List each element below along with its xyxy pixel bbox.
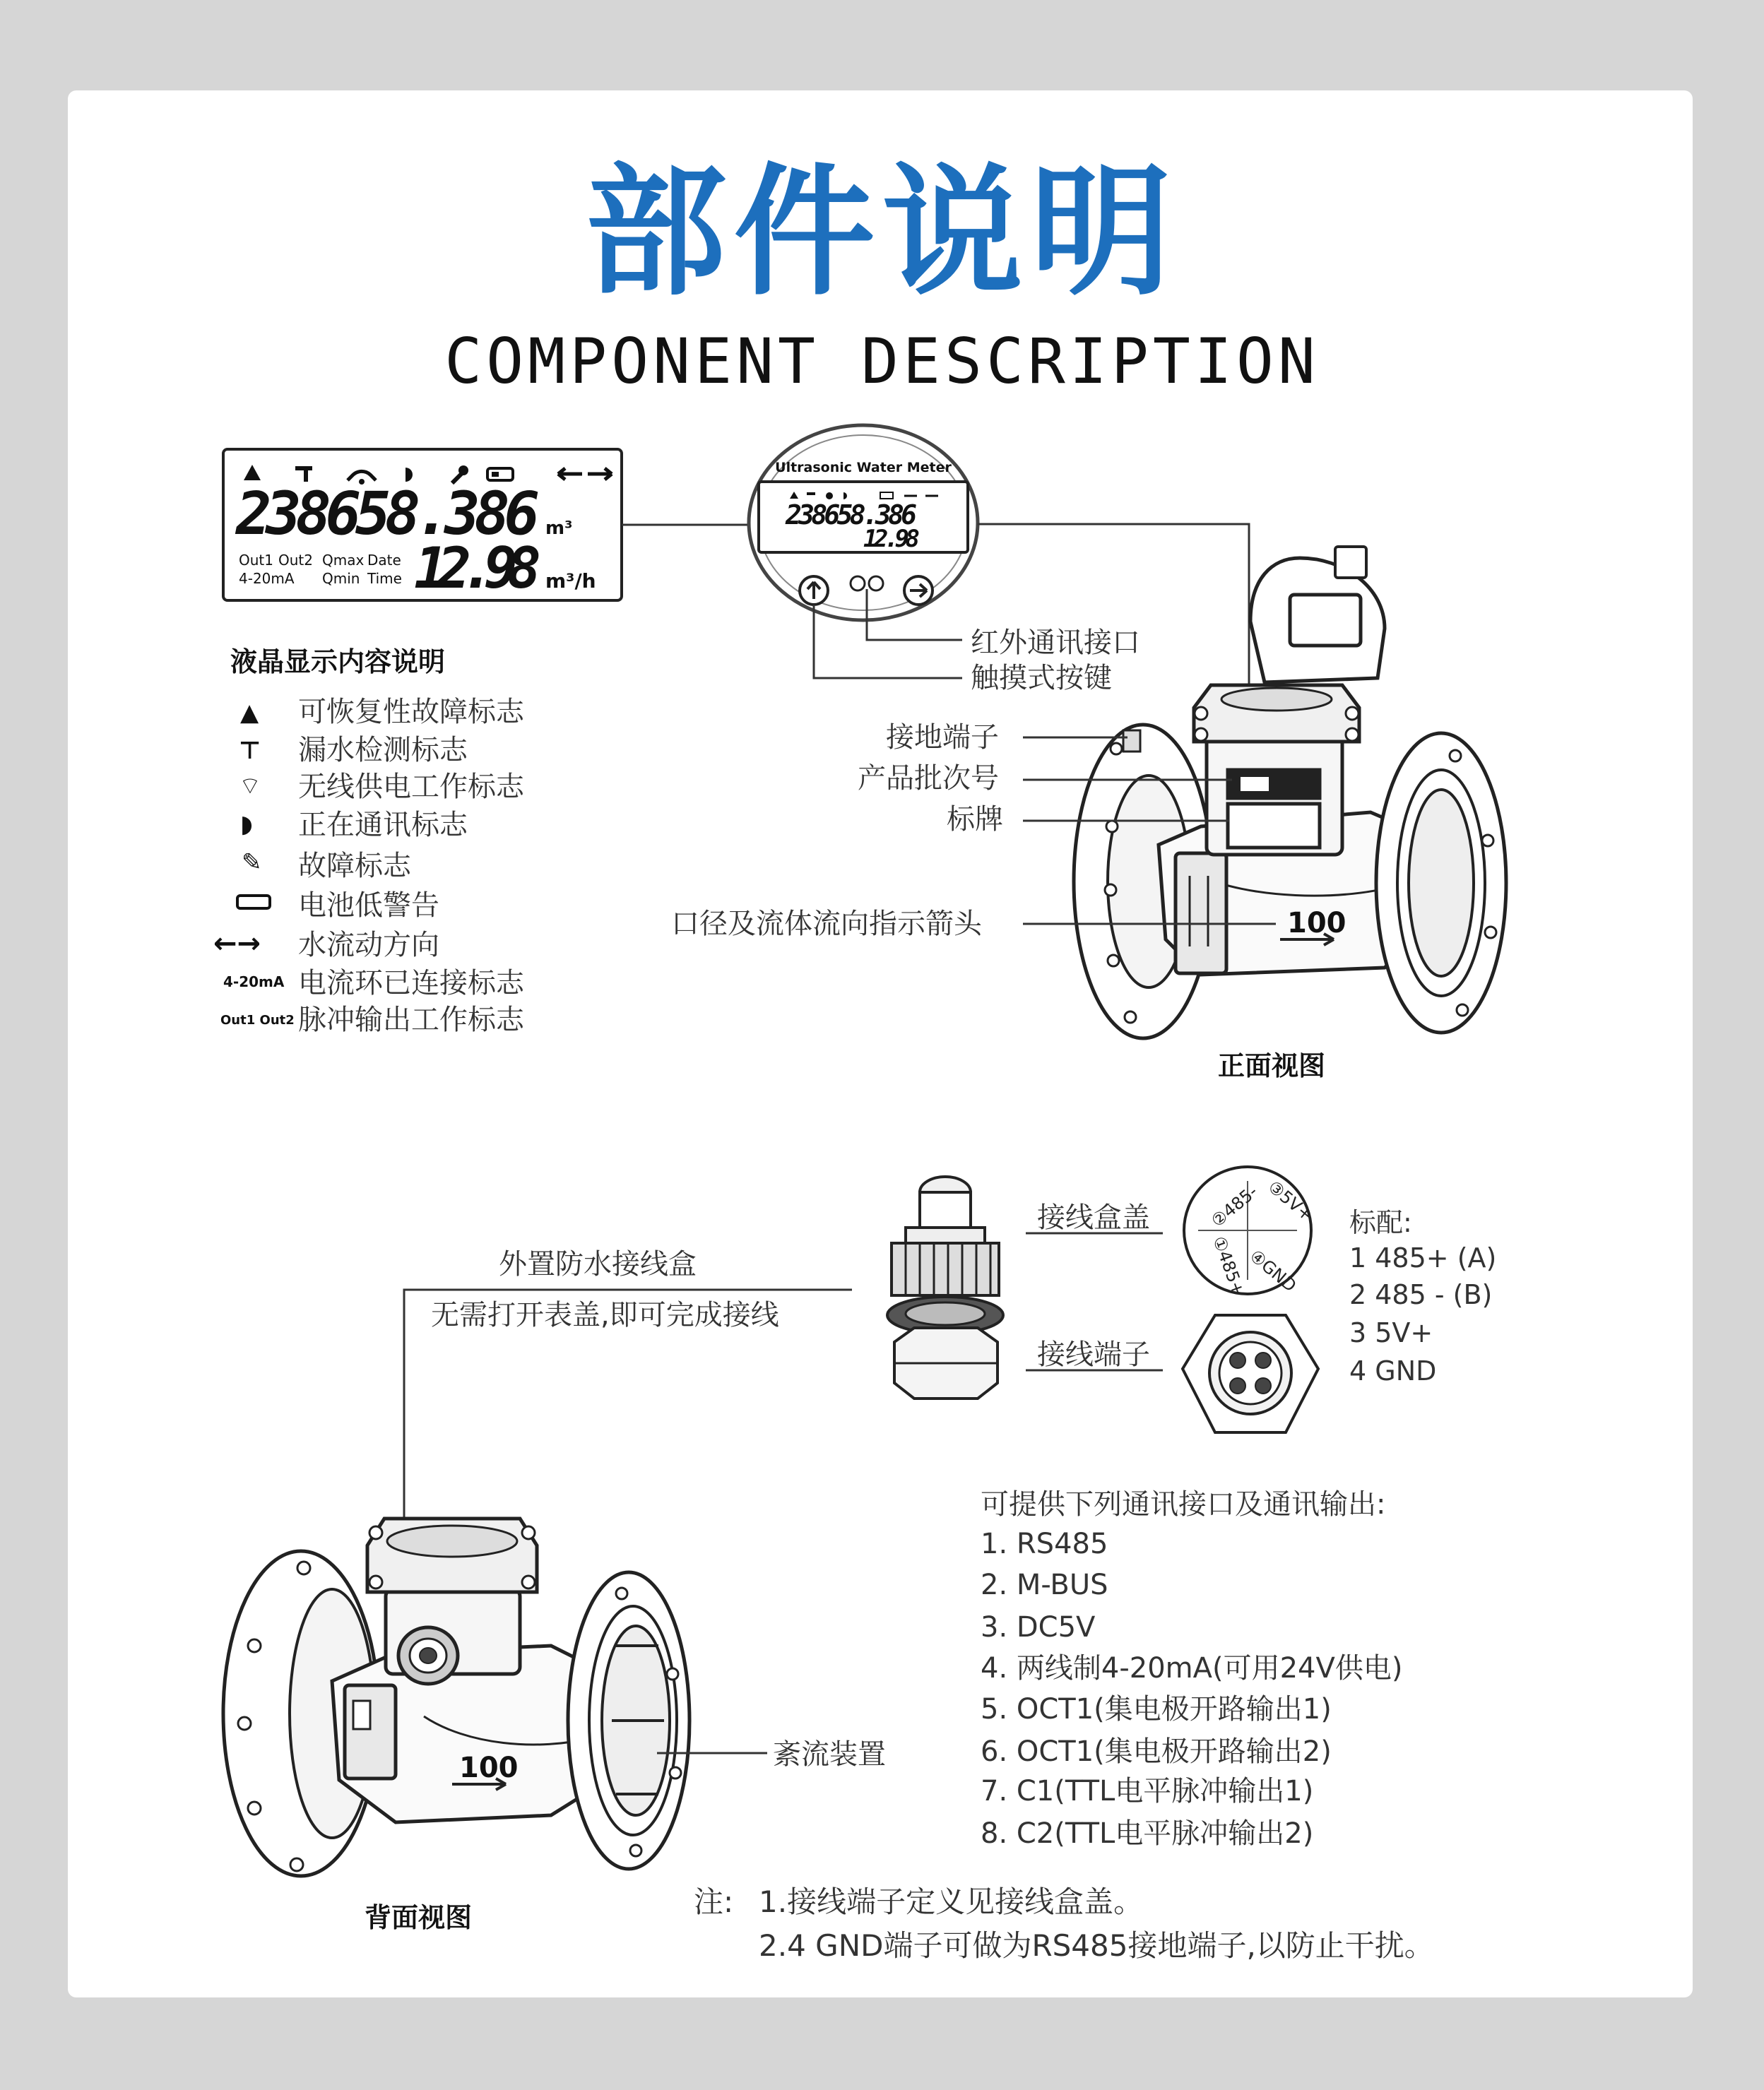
lcd-label-out1: Out1 <box>239 552 273 569</box>
notes-prefix: 注: <box>694 1884 734 1919</box>
meter-face <box>749 425 978 620</box>
callout-ground-terminal: 接地端子 <box>886 721 999 754</box>
cover-label: 接线盒盖 <box>1037 1201 1150 1234</box>
junction-box-parts <box>887 1177 1003 1399</box>
pin-1: 1 485+ (A) <box>1349 1242 1497 1273</box>
legend-item-label: 可恢复性故障标志 <box>298 696 524 728</box>
cover-mark-485-minus: ②485- <box>1207 1181 1262 1231</box>
lcd-label-4-20ma: 4-20mA <box>239 570 295 587</box>
legend-item-label: 无线供电工作标志 <box>298 771 524 803</box>
interface-item: 5. OCT1(集电极开路输出1) <box>981 1693 1332 1726</box>
cover-mark-485-plus: ①485+ <box>1209 1233 1249 1299</box>
callout-flow-conditioner: 紊流装置 <box>773 1738 886 1771</box>
legend-tag-4-20ma: 4-20mA <box>223 973 285 990</box>
arrows-icon: ←→ <box>213 927 261 960</box>
interface-item: 7. C1(TTL电平脉冲输出1) <box>981 1775 1314 1807</box>
meter-face-total: 238658.386 <box>786 499 917 530</box>
lcd-flow: 12.98 <box>414 535 541 601</box>
ext-box-note: 无需打开表盖,即可完成接线 <box>431 1299 779 1331</box>
legend-item-label: 漏水检测标志 <box>298 734 468 766</box>
lcd-label-date: Date <box>367 552 401 569</box>
page-subtitle: COMPONENT DESCRIPTION <box>444 325 1320 398</box>
cover-mark-gnd: ④GND <box>1245 1246 1301 1296</box>
meter-face-flow: 12.98 <box>863 525 920 553</box>
junction-cover-diagram <box>1184 1167 1317 1298</box>
interfaces-heading: 可提供下列通讯接口及通讯输出: <box>981 1488 1386 1521</box>
legend-item-label: 正在通讯标志 <box>298 809 468 841</box>
lcd-label-qmax: Qmax <box>322 552 365 569</box>
legend-heading: 液晶显示内容说明 <box>230 646 446 677</box>
legend-item-label: 电池低警告 <box>298 889 439 922</box>
battery-icon <box>236 894 271 910</box>
faucet-icon: ⊤ <box>239 737 261 765</box>
triangle-icon: ▲ <box>240 699 259 727</box>
pin-2: 2 485 - (B) <box>1349 1279 1493 1310</box>
callout-touch-keys: 触摸式按键 <box>971 662 1112 694</box>
comm-icon: ◗ <box>240 810 253 838</box>
interface-item: 6. OCT1(集电极开路输出2) <box>981 1735 1332 1768</box>
terminal-diagram <box>1183 1315 1318 1432</box>
meter-face-brand: Ultrasonic Water Meter <box>775 460 952 475</box>
pin-3: 3 5V+ <box>1349 1317 1433 1348</box>
ext-box-label: 外置防水接线盒 <box>499 1248 697 1281</box>
terminal-label: 接线端子 <box>1037 1338 1150 1371</box>
interface-item: 2. M-BUS <box>981 1569 1108 1601</box>
front-size-mark: 100 <box>1287 907 1346 939</box>
wrench-icon: ✎ <box>242 848 262 877</box>
callout-nameplate: 标牌 <box>947 803 1003 836</box>
lcd-total: 238658.386 <box>236 479 540 548</box>
lcd-label-out2: Out2 <box>278 552 313 569</box>
legend-item-label: 水流动方向 <box>298 929 439 961</box>
back-view-caption: 背面视图 <box>365 1902 473 1933</box>
pin-4: 4 GND <box>1349 1355 1437 1387</box>
lcd-label-qmin: Qmin <box>322 570 360 587</box>
legend-item-label: 故障标志 <box>298 850 411 882</box>
interface-item: 1. RS485 <box>981 1528 1108 1560</box>
note-line-1: 1.接线端子定义见接线盒盖。 <box>759 1884 1144 1919</box>
interface-item: 4. 两线制4-20mA(可用24V供电) <box>981 1652 1403 1685</box>
page-title: 部件说明 <box>585 150 1179 315</box>
callout-flow-arrow: 口径及流体流向指示箭头 <box>671 908 982 940</box>
back-size-mark: 100 <box>459 1752 519 1784</box>
callout-batch-number: 产品批次号 <box>858 762 999 795</box>
legend-item-label: 电流环已连接标志 <box>298 967 524 999</box>
note-line-2: 2.4 GND端子可做为RS485接地端子,以防止干扰。 <box>759 1928 1434 1963</box>
lcd-total-unit: m³ <box>545 518 573 539</box>
legend-tag-out: Out1 Out2 <box>220 1013 295 1028</box>
interface-item: 8. C2(TTL电平脉冲输出2) <box>981 1817 1314 1850</box>
lcd-label-time: Time <box>367 570 402 587</box>
legend-item-label: 脉冲输出工作标志 <box>298 1004 524 1036</box>
lcd-panel <box>223 449 622 601</box>
cover-mark-5v-plus: ③5V+ <box>1264 1177 1317 1225</box>
front-view-meter <box>1074 547 1506 1038</box>
lcd-flow-unit: m³/h <box>545 569 596 593</box>
pins-heading: 标配: <box>1349 1207 1412 1238</box>
interface-item: 3. DC5V <box>981 1611 1096 1644</box>
callout-infrared-port: 红外通讯接口 <box>971 627 1140 659</box>
back-view-meter <box>223 1519 689 1876</box>
front-view-caption: 正面视图 <box>1218 1050 1326 1081</box>
wireless-icon: ⌔ <box>239 772 261 800</box>
